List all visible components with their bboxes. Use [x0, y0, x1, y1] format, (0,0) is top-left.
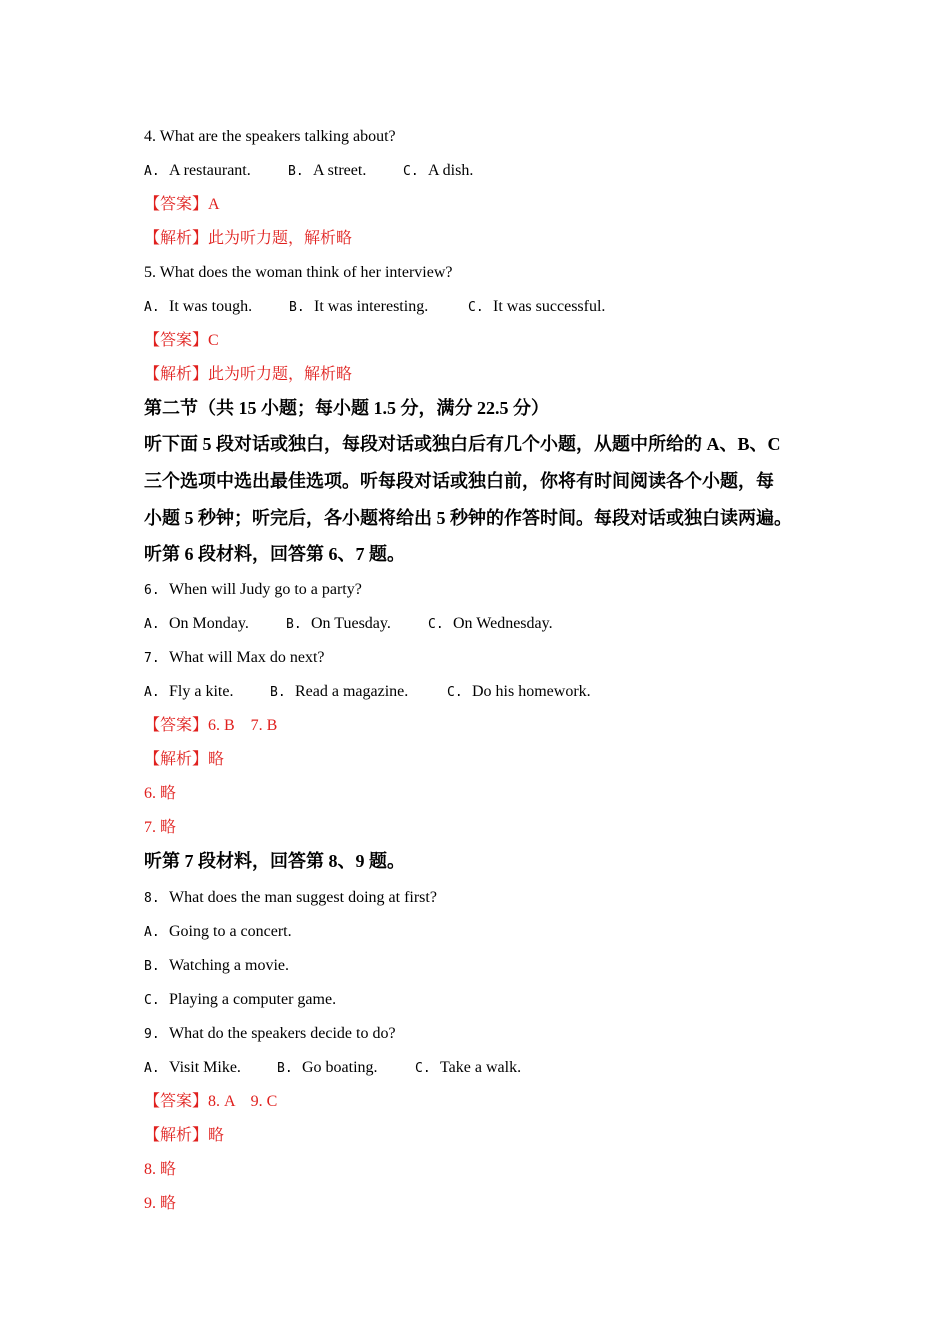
group-6-heading: 听第 6 段材料，回答第 6、7 题。 [144, 544, 405, 564]
note-9: 9. 略 [144, 1195, 177, 1212]
question-8: 8. What does the man suggest doing at first? [144, 889, 437, 906]
question-5-options [144, 297, 605, 318]
question-7: 7. What will Max do next? [144, 649, 325, 666]
note-8: 8. 略 [144, 1161, 177, 1178]
analysis-5: 【解析】此为听力题，解析略 [144, 366, 353, 383]
option-a: A. On Monday. [144, 615, 249, 632]
question-7-options [144, 682, 591, 703]
question-6: 6. When will Judy go to a party? [144, 581, 362, 598]
question-6-options [144, 614, 553, 635]
group-7-heading: 听第 7 段材料，回答第 8、9 题。 [144, 851, 405, 871]
section-title: 第二节（共 15 小题；每小题 1.5 分，满分 22.5 分） [144, 398, 549, 418]
answer-8-9: 【答案】8. A 9. C [144, 1093, 278, 1110]
note-6: 6. 略 [144, 785, 177, 802]
option-a: A. It was tough. [144, 298, 253, 315]
question-9: 9. What do the speakers decide to do? [144, 1025, 396, 1042]
option-b: B. It was interesting. [289, 298, 429, 315]
analysis-8-9: 【解析】略 [144, 1127, 225, 1144]
option-b: B. Read a magazine. [270, 683, 409, 700]
option-b: B. A street. [288, 162, 367, 179]
analysis-4: 【解析】此为听力题，解析略 [144, 230, 353, 247]
note-7: 7. 略 [144, 819, 177, 836]
question-8-option-b: B. Watching a movie. [144, 957, 290, 974]
option-b: B. On Tuesday. [286, 615, 391, 632]
option-a: A. Visit Mike. [144, 1059, 241, 1076]
analysis-6-7: 【解析】略 [144, 751, 225, 768]
question-4: 4. What are the speakers talking about? [144, 128, 396, 145]
question-4-options [144, 161, 473, 182]
question-5: 5. What does the woman think of her interview? [144, 264, 453, 281]
option-b: B. Go boating. [277, 1059, 378, 1076]
question-9-options [144, 1058, 521, 1079]
option-a: A. Fly a kite. [144, 683, 234, 700]
instruction-line-3: 小题 5 秒钟；听完后，各小题将给出 5 秒钟的作答时间。每段对话或独白读两遍。 [144, 508, 792, 528]
answer-6-7: 【答案】6. B 7. B [144, 717, 278, 734]
option-c: C. Take a walk. [415, 1059, 522, 1076]
option-c: C. On Wednesday. [428, 615, 553, 632]
option-c: C. It was successful. [468, 298, 606, 315]
option-c: C. Do his homework. [447, 683, 591, 700]
instruction-line-2: 三个选项中选出最佳选项。听每段对话或独白前，你将有时间阅读各个小题，每 [144, 471, 774, 491]
option-a: A. A restaurant. [144, 162, 251, 179]
answer-5: 【答案】C [144, 332, 219, 349]
option-c: C. A dish. [403, 162, 474, 179]
instruction-line-1: 听下面 5 段对话或独白，每段对话或独白后有几个小题，从题中所给的 A、B、C [144, 434, 781, 454]
question-8-option-c: C. Playing a computer game. [144, 991, 337, 1008]
question-8-option-a: A. Going to a concert. [144, 923, 292, 940]
answer-4: 【答案】A [144, 196, 220, 213]
